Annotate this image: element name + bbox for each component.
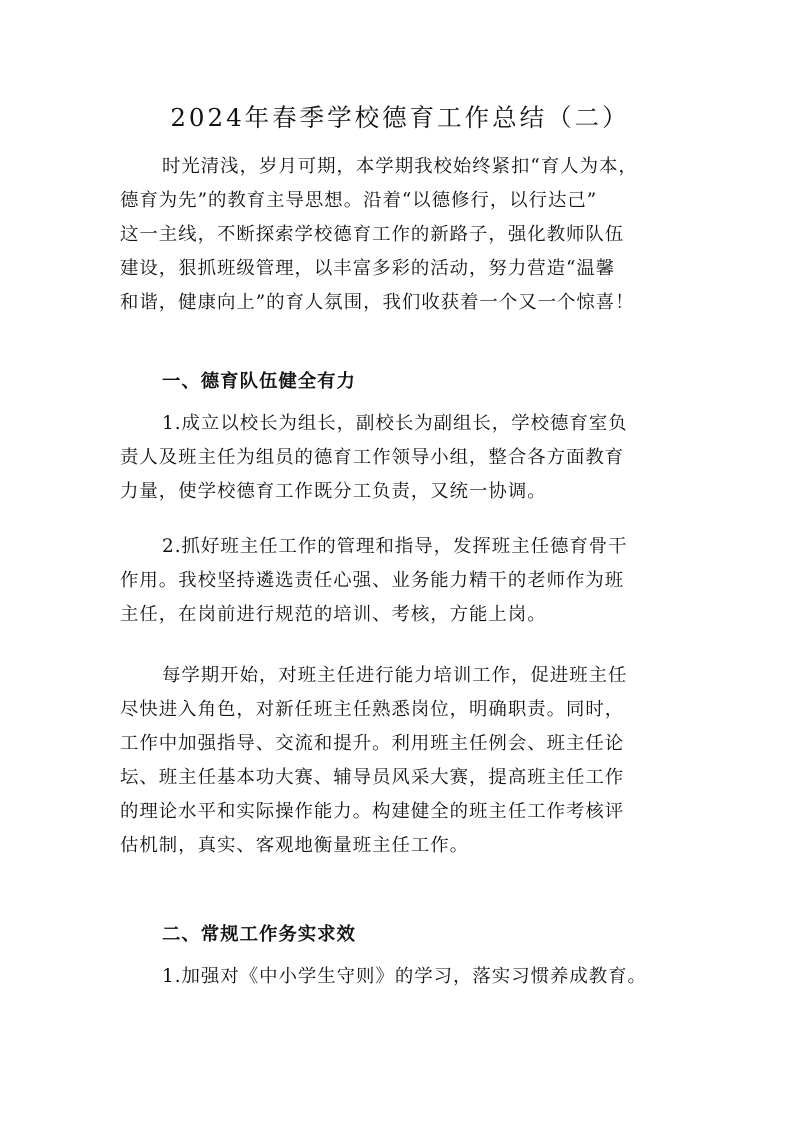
paragraph-line: 作用。我校坚持遴选责任心强、业务能力精干的老师作为班 bbox=[120, 570, 625, 591]
section-1-paragraph-2 bbox=[120, 530, 680, 632]
section-1-paragraph-3 bbox=[120, 659, 680, 863]
intro-line: 和谐，健康向上”的育人氛围，我们收获着一个又一个惊喜！ bbox=[120, 292, 635, 313]
section-1-heading: 一、德育队伍健全有力 bbox=[162, 371, 356, 392]
intro-line: 时光清浅，岁月可期，本学期我校始终紧扣“育人为本， bbox=[162, 156, 638, 177]
section-2-paragraph-1 bbox=[120, 960, 680, 994]
paragraph-line: 力量，使学校德育工作既分工负责，又统一协调。 bbox=[120, 481, 547, 502]
paragraph-line: 工作中加强指导、交流和提升。利用班主任例会、班主任论 bbox=[120, 733, 625, 754]
intro-line: 建设，狠抓班级管理，以丰富多彩的活动，努力营造“温馨 bbox=[120, 258, 616, 279]
intro-line: 这一主线，不断探索学校德育工作的新路子，强化教师队伍 bbox=[120, 224, 625, 245]
section-2-heading: 二、常规工作务实求效 bbox=[162, 924, 356, 945]
paragraph-line: 坛、班主任基本功大赛、辅导员风采大赛，提高班主任工作 bbox=[120, 767, 625, 788]
intro-line: 德育为先”的教育主导思想。沿着“以德修行，以行达己” bbox=[120, 190, 598, 211]
paragraph-line: 1.成立以校长为组长，副校长为副组长，学校德育室负 bbox=[162, 413, 628, 434]
paragraph-line: 尽快进入角色，对新任班主任熟悉岗位，明确职责。同时， bbox=[120, 699, 625, 720]
paragraph-line: 估机制，真实、客观地衡量班主任工作。 bbox=[120, 835, 470, 856]
intro-paragraph bbox=[120, 150, 680, 320]
document-title: 2024年春季学校德育工作总结（二） bbox=[170, 103, 630, 132]
paragraph-line: 2.抓好班主任工作的管理和指导，发挥班主任德育骨干 bbox=[162, 536, 628, 557]
paragraph-line: 主任，在岗前进行规范的培训、考核，方能上岗。 bbox=[120, 604, 547, 625]
paragraph-line: 的理论水平和实际操作能力。构建健全的班主任工作考核评 bbox=[120, 801, 625, 822]
paragraph-line: 责人及班主任为组员的德育工作领导小组，整合各方面教育 bbox=[120, 447, 625, 468]
paragraph-line: 1.加强对《中小学生守则》的学习，落实习惯养成教育。 bbox=[162, 966, 647, 987]
paragraph-line: 每学期开始，对班主任进行能力培训工作，促进班主任 bbox=[162, 665, 628, 686]
section-1-paragraph-1 bbox=[120, 407, 680, 509]
